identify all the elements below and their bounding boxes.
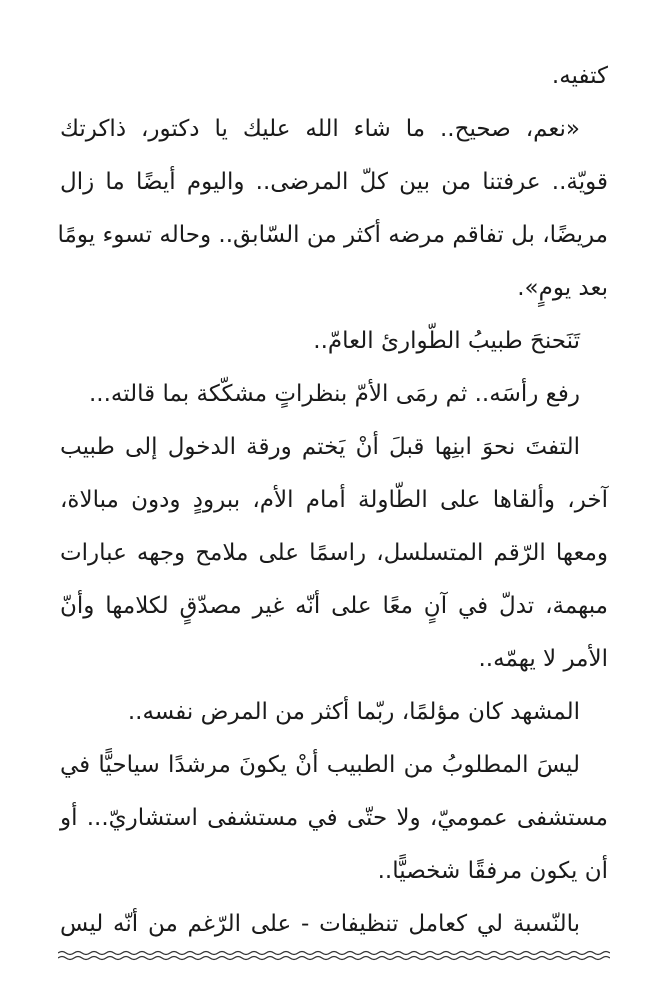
text-line: «نعم، صحيح.. ما شاء الله عليك يا دكتور، ذاكرتك (60, 116, 580, 142)
text-line: ومعها الرّقم المتسلسل، راسمًا على ملامح وجهه عبارات (60, 540, 608, 566)
wavy-divider (58, 948, 610, 962)
text-line: بعد يومٍ». (517, 275, 608, 301)
text-line: المشهد كان مؤلمًا، ربّما أكثر من المرض نفسه.. (127, 699, 580, 725)
text-line: مريضًا، بل تفاقم مرضه أكثر من السّابق.. وحاله تسوء يومًا (57, 222, 608, 248)
text-line: رفع رأسَه.. ثم رمَى الأمّ بنظراتٍ مشكّكة بما قالته... (88, 381, 580, 407)
wavy-line-lower (58, 957, 610, 960)
text-line: ليسَ المطلوبُ من الطبيب أنْ يكونَ مرشدًا سياحيًّا في (60, 752, 580, 778)
page-text (57, 50, 608, 951)
text-line: أن يكون مرفقًا شخصيًّا.. (377, 858, 608, 884)
text-line: مبهمة، تدلّ في آنٍ معًا على أنّه غير مصدّقٍ لكلامها وأنّ (60, 593, 608, 619)
text-line: قويّة.. عرفتنا من بين كلّ المرضى.. واليوم أيضًا ما زال (60, 169, 608, 195)
text-line: آخر، وألقاها على الطّاولة أمام الأم، ببرودٍ ودون مبالاة، (60, 487, 608, 513)
text-line: تَنَحنحَ طبيبُ الطّوارئ العامّ.. (313, 328, 580, 354)
text-line: مستشفى عموميّ، ولا حتّى في مستشفى استشاريّ... أو (60, 805, 608, 831)
text-line: كتفيه. (551, 63, 608, 89)
text-line: الأمر لا يهمّه.. (478, 646, 608, 672)
wavy-line-upper (58, 952, 610, 955)
text-line: بالنّسبة لي كعامل تنظيفات - على الرّغم من أنّه ليس (60, 911, 580, 937)
text-line: التفتَ نحوَ ابنِها قبلَ أنْ يَختم ورقة الدخول إلى طبيب (60, 434, 580, 460)
